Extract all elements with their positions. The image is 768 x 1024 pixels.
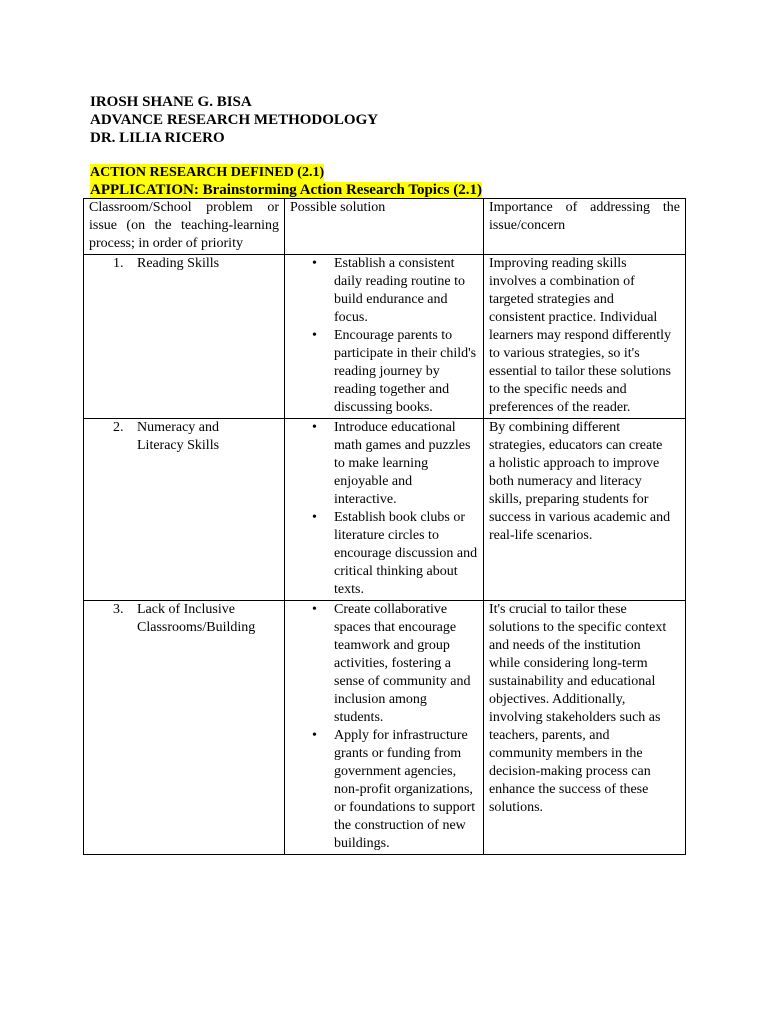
solution-cell	[285, 601, 484, 855]
solution-text: Apply for infrastructure grants or funding from government agencies, non-profit organizations, or foundations to support the construction of new buildings.	[334, 728, 476, 851]
problem-cell	[84, 255, 285, 419]
bullet-icon: •	[312, 510, 317, 525]
list-item	[290, 419, 478, 509]
solution-text: Establish book clubs or literature circles to encourage discussion and critical thinking about texts.	[334, 510, 478, 597]
bullet-icon: •	[312, 328, 317, 343]
document-header	[90, 93, 378, 147]
solution-text: Establish a consistent daily reading routine to build endurance and focus.	[334, 256, 466, 325]
section-heading-application: APPLICATION: Brainstorming Action Research Topics (2.1)	[90, 182, 482, 198]
topics-table	[83, 198, 686, 855]
table-header-row	[84, 199, 686, 255]
problem-text: Numeracy and Literacy Skills	[137, 420, 220, 453]
problem-cell	[84, 601, 285, 855]
header-problem-line: process; in order of priority	[89, 236, 243, 251]
importance-text: It's crucial to tailor these solutions to the specific context and needs of the institution while considering long-term sustainability and educational objectives. Additionally, involving stakeholders such as teachers, parents, and community members in the decision-making process can enhance the success of these solutions.	[488, 602, 667, 815]
importance-cell	[483, 255, 685, 419]
list-item	[290, 601, 478, 727]
list-item	[290, 727, 478, 853]
importance-text: Improving reading skills involves a combination of targeted strategies and consistent practice. Individual learners may respond differently to various strategies, so it's essential to tailor these solutions to the specific needs and preferences of the reader.	[488, 256, 672, 415]
list-item	[290, 509, 478, 599]
solution-text: Create collaborative spaces that encourage teamwork and group activities, fostering a sense of community and inclusion among students.	[334, 602, 471, 725]
section-headings	[90, 163, 482, 199]
importance-cell	[483, 601, 685, 855]
author-name: IROSH SHANE G. BISA	[90, 94, 252, 110]
header-importance	[483, 199, 685, 255]
bullet-icon: •	[312, 728, 317, 743]
table-row	[84, 601, 686, 855]
solution-cell	[285, 419, 484, 601]
header-solution	[285, 199, 484, 255]
importance-text: By combining different strategies, educators can create a holistic approach to improve both numeracy and literacy skills, preparing students for success in various academic and real-life scenarios.	[488, 420, 671, 543]
header-importance-line: Importance of addressing the	[488, 200, 680, 215]
solution-text: Introduce educational math games and puzzles to make learning enjoyable and interactive.	[334, 420, 471, 507]
bullet-icon: •	[312, 256, 317, 271]
header-problem	[84, 199, 285, 255]
problem-cell	[84, 419, 285, 601]
table-row	[84, 255, 686, 419]
problem-text: Reading Skills	[137, 256, 220, 271]
solution-cell	[285, 255, 484, 419]
header-solution-label: Possible solution	[290, 200, 386, 215]
header-importance-line: issue/concern	[488, 218, 566, 233]
course-title: ADVANCE RESEARCH METHODOLOGY	[90, 112, 379, 128]
header-problem-line: Classroom/School problem or	[89, 200, 279, 215]
table-row	[84, 419, 686, 601]
list-item	[290, 255, 478, 327]
bullet-icon: •	[312, 602, 317, 617]
professor-name: DR. LILIA RICERO	[90, 130, 225, 146]
list-item	[290, 327, 478, 417]
solution-text: Encourage parents to participate in their child's reading journey by reading together and discussing books.	[334, 328, 477, 415]
header-problem-line: issue (on the teaching-learning	[89, 218, 279, 233]
row-number: 1.	[113, 256, 124, 271]
problem-text: Lack of Inclusive Classrooms/Building	[137, 602, 256, 635]
row-number: 2.	[113, 420, 124, 435]
section-heading-defined: ACTION RESEARCH DEFINED (2.1)	[90, 165, 325, 180]
bullet-icon: •	[312, 420, 317, 435]
importance-cell	[483, 419, 685, 601]
row-number: 3.	[113, 602, 124, 617]
